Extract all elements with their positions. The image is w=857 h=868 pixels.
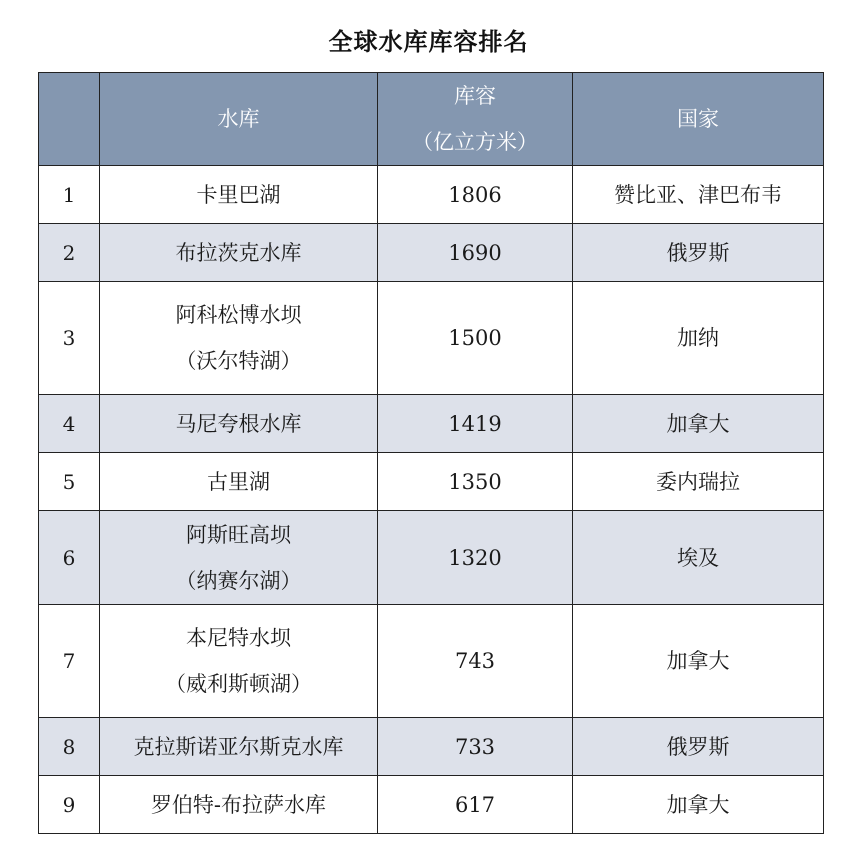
page-title: 全球水库库容排名 — [328, 28, 529, 56]
header-country: 国家 — [573, 73, 824, 166]
reservoir-name: 阿科松博水坝 — [175, 303, 302, 327]
reservoir-cell — [100, 511, 378, 605]
capacity-cell: 1419 — [378, 395, 573, 453]
table-row — [39, 605, 824, 718]
rank-cell: 6 — [39, 511, 100, 605]
country-cell: 加拿大 — [573, 605, 824, 718]
reservoir-name: 阿斯旺高坝 — [186, 522, 291, 547]
reservoir-cell: 布拉茨克水库 — [100, 224, 378, 282]
country-cell: 俄罗斯 — [573, 718, 824, 776]
header-capacity-label: 库容 — [454, 84, 496, 108]
reservoir-alt-name: （威利斯顿湖） — [165, 672, 312, 696]
reservoir-cell — [100, 605, 378, 718]
country-cell: 赞比亚、津巴布韦 — [573, 166, 824, 224]
country-cell: 俄罗斯 — [573, 224, 824, 282]
reservoir-ranking-table — [38, 72, 824, 834]
rank-cell: 3 — [39, 282, 100, 395]
reservoir-cell: 罗伯特-布拉萨水库 — [100, 776, 378, 834]
table-row — [39, 718, 824, 776]
reservoir-cell: 卡里巴湖 — [100, 166, 378, 224]
reservoir-cell — [100, 282, 378, 395]
table-row — [39, 224, 824, 282]
table-row — [39, 282, 824, 395]
rank-cell: 7 — [39, 605, 100, 718]
rank-cell: 4 — [39, 395, 100, 453]
capacity-cell: 1806 — [378, 166, 573, 224]
table-row — [39, 166, 824, 224]
table-row — [39, 453, 824, 511]
reservoir-cell: 古里湖 — [100, 453, 378, 511]
country-cell: 委内瑞拉 — [573, 453, 824, 511]
country-cell: 加拿大 — [573, 395, 824, 453]
header-capacity-unit: （亿立方米） — [412, 130, 538, 154]
reservoir-alt-name: （纳赛尔湖） — [175, 568, 302, 593]
reservoir-name: 本尼特水坝 — [186, 626, 291, 650]
capacity-cell: 733 — [378, 718, 573, 776]
rank-cell: 2 — [39, 224, 100, 282]
capacity-cell: 1350 — [378, 453, 573, 511]
capacity-cell: 1500 — [378, 282, 573, 395]
capacity-cell: 1690 — [378, 224, 573, 282]
table-row — [39, 511, 824, 605]
header-reservoir: 水库 — [100, 73, 378, 166]
reservoir-cell: 克拉斯诺亚尔斯克水库 — [100, 718, 378, 776]
table-header-row — [39, 73, 824, 166]
capacity-cell: 1320 — [378, 511, 573, 605]
country-cell: 加拿大 — [573, 776, 824, 834]
rank-cell: 9 — [39, 776, 100, 834]
country-cell: 埃及 — [573, 511, 824, 605]
rank-cell: 5 — [39, 453, 100, 511]
rank-cell: 8 — [39, 718, 100, 776]
table-row — [39, 776, 824, 834]
header-capacity — [378, 73, 573, 166]
table-row — [39, 395, 824, 453]
capacity-cell: 743 — [378, 605, 573, 718]
rank-cell: 1 — [39, 166, 100, 224]
header-rank — [39, 73, 100, 166]
capacity-cell: 617 — [378, 776, 573, 834]
country-cell: 加纳 — [573, 282, 824, 395]
reservoir-alt-name: （沃尔特湖） — [175, 349, 302, 373]
reservoir-cell: 马尼夸根水库 — [100, 395, 378, 453]
